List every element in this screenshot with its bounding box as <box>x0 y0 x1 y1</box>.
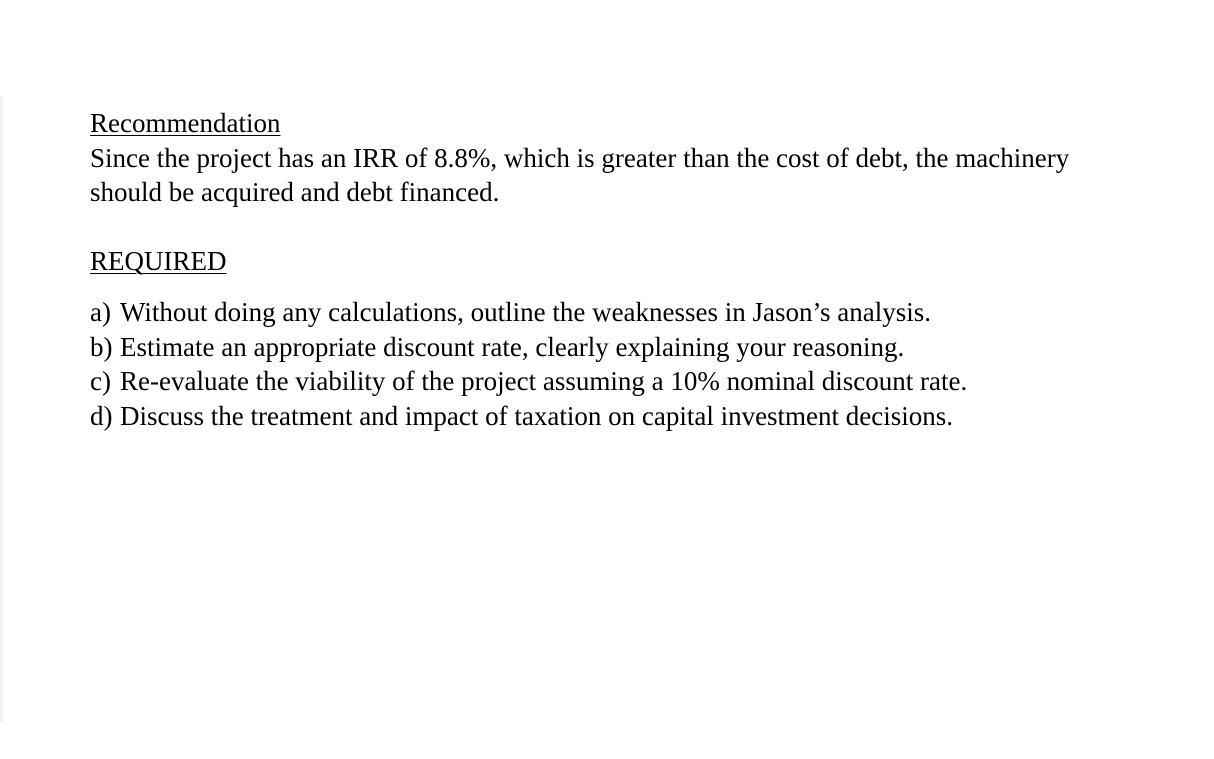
list-item <box>90 399 1180 434</box>
list-item <box>90 295 1180 330</box>
document-body <box>90 106 1180 433</box>
list-item-text: Re-evaluate the viability of the project assuming a 10% nominal discount rate. <box>120 366 968 396</box>
list-marker: b) <box>90 331 113 362</box>
list-marker: d) <box>90 400 113 431</box>
required-section <box>90 210 1180 434</box>
recommendation-heading: Recommendation <box>90 108 281 138</box>
list-marker: a) <box>90 297 111 327</box>
required-heading: REQUIRED <box>90 245 227 276</box>
recommendation-text: Since the project has an IRR of 8.8%, which is greater than the cost of debt, the machinery should be acquired and debt financed. <box>90 142 1070 207</box>
page-left-edge <box>0 96 3 722</box>
required-list <box>90 295 1180 433</box>
recommendation-section <box>90 106 1180 210</box>
list-marker: c) <box>90 366 111 396</box>
list-item-text: Estimate an appropriate discount rate, clearly explaining your reasoning. <box>120 331 905 362</box>
list-item-text: Discuss the treatment and impact of taxation on capital investment decisions. <box>120 400 954 431</box>
list-item <box>90 364 1180 399</box>
list-item-text: Without doing any calculations, outline the weaknesses in Jason’s analysis. <box>120 297 932 327</box>
list-item <box>90 330 1180 365</box>
